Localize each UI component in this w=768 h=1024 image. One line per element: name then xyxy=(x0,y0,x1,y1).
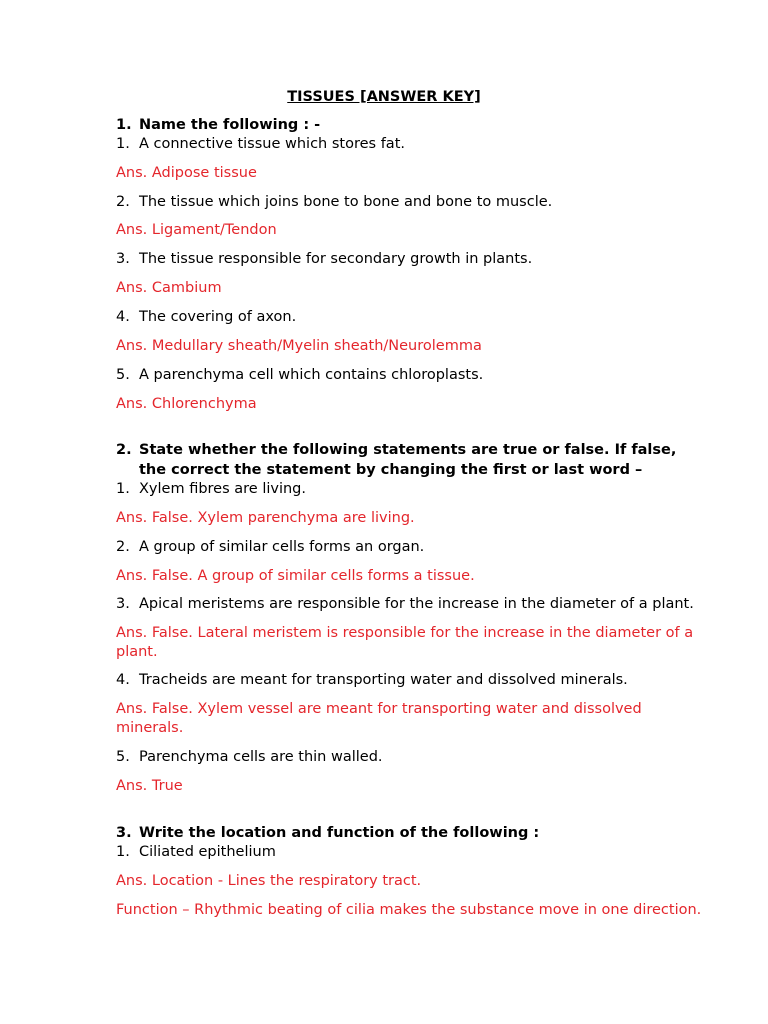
question: 3. The tissue responsible for secondary growth in plants. xyxy=(116,251,533,267)
question: 3. Apical meristems are responsible for the increase in the diameter of a plant. xyxy=(116,596,694,612)
answer: Ans. Chlorenchyma xyxy=(116,396,257,412)
question: 2. A group of similar cells forms an organ. xyxy=(116,539,425,555)
section2-heading-continued: the correct the statement by changing the first or last word – xyxy=(139,462,643,478)
question: 4. The covering of axon. xyxy=(116,309,297,325)
section2-heading: 2. State whether the following statements are true or false. If false, xyxy=(116,442,677,458)
question: 2. The tissue which joins bone to bone and bone to muscle. xyxy=(116,194,553,210)
question: 1. Ciliated epithelium xyxy=(116,844,276,860)
question: 5. Parenchyma cells are thin walled. xyxy=(116,749,383,765)
answer: Ans. Ligament/Tendon xyxy=(116,222,277,238)
section1-heading: 1. Name the following : - xyxy=(116,117,321,133)
question: 1. Xylem fibres are living. xyxy=(116,481,306,497)
answer-continued: plant. xyxy=(116,644,158,660)
question: 5. A parenchyma cell which contains chloroplasts. xyxy=(116,367,484,383)
answer: Ans. False. Xylem vessel are meant for transporting water and dissolved xyxy=(116,701,642,717)
answer-continued: minerals. xyxy=(116,720,184,736)
answer: Ans. Medullary sheath/Myelin sheath/Neurolemma xyxy=(116,338,482,354)
page-title: TISSUES [ANSWER KEY] xyxy=(287,89,481,105)
question: 4. Tracheids are meant for transporting water and dissolved minerals. xyxy=(116,672,628,688)
answer: Ans. False. Xylem parenchyma are living. xyxy=(116,510,415,526)
section3-heading: 3. Write the location and function of the following : xyxy=(116,825,540,841)
question: 1. A connective tissue which stores fat. xyxy=(116,136,405,152)
answer: Ans. False. A group of similar cells forms a tissue. xyxy=(116,568,475,584)
answer: Ans. Adipose tissue xyxy=(116,165,257,181)
answer-function: Function – Rhythmic beating of cilia makes the substance move in one direction. xyxy=(116,902,702,918)
answer: Ans. True xyxy=(116,778,183,794)
answer: Ans. Cambium xyxy=(116,280,222,296)
answer: Ans. False. Lateral meristem is responsible for the increase in the diameter of a xyxy=(116,625,694,641)
answer: Ans. Location - Lines the respiratory tract. xyxy=(116,873,422,889)
